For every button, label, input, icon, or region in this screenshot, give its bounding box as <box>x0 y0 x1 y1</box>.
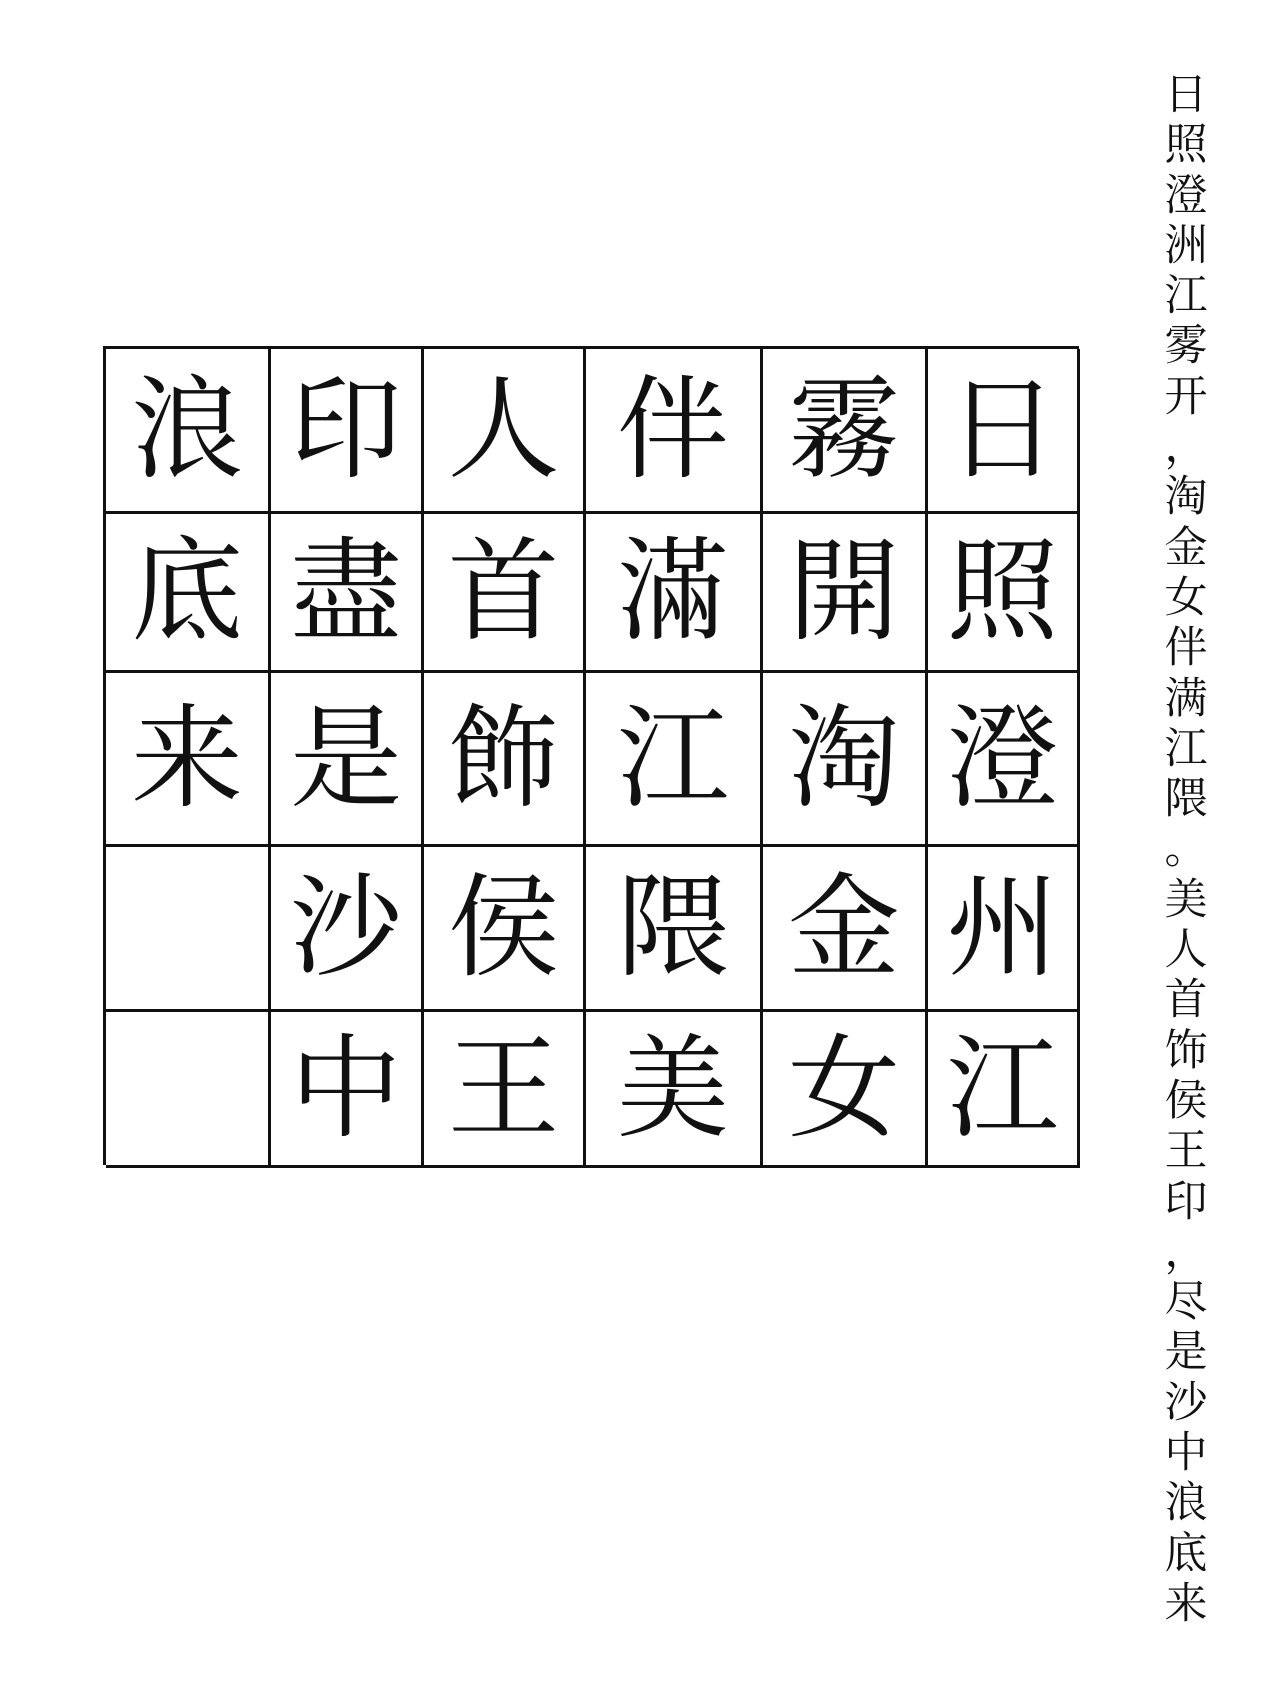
poem-char: 澄 <box>1164 170 1208 221</box>
grid-cell: 霧 <box>763 349 928 514</box>
grid-cell: 王 <box>424 1012 586 1168</box>
poem-vertical-text <box>1160 70 1212 1629</box>
grid-cell: 江 <box>586 673 763 847</box>
poem-char: 雾 <box>1164 321 1208 372</box>
poem-char: 。 <box>1164 824 1208 875</box>
poem-char: 浪 <box>1164 1478 1208 1529</box>
grid-cell: 是 <box>271 673 424 847</box>
grid-cell: 人 <box>424 349 586 514</box>
grid-cell: 江 <box>928 1012 1080 1168</box>
grid-cell: 沙 <box>271 847 424 1012</box>
poem-char: 人 <box>1164 925 1208 976</box>
grid-cell: 澄 <box>928 673 1080 847</box>
poem-char: 沙 <box>1164 1377 1208 1428</box>
grid-cell: 浪 <box>106 349 271 514</box>
poem-char: 侯 <box>1164 1075 1208 1126</box>
grid-cell: 中 <box>271 1012 424 1168</box>
poem-char: 满 <box>1164 673 1208 724</box>
poem-char: 来 <box>1164 1578 1208 1629</box>
poem-char: ， <box>1164 422 1208 473</box>
poem-char: 江 <box>1164 271 1208 322</box>
grid-cell: 女 <box>763 1012 928 1168</box>
grid-cell: 首 <box>424 514 586 673</box>
calligraphy-grid <box>103 346 1079 1165</box>
grid-cell: 来 <box>106 673 271 847</box>
poem-char: 江 <box>1164 723 1208 774</box>
poem-char: 洲 <box>1164 220 1208 271</box>
grid-cell: 開 <box>763 514 928 673</box>
poem-char: 尽 <box>1164 1277 1208 1328</box>
poem-char: 中 <box>1164 1428 1208 1479</box>
poem-char: ， <box>1164 1226 1208 1277</box>
poem-char: 印 <box>1164 1176 1208 1227</box>
poem-char: 底 <box>1164 1528 1208 1579</box>
poem-char: 照 <box>1164 120 1208 171</box>
grid-cell <box>106 847 271 1012</box>
poem-char: 是 <box>1164 1327 1208 1378</box>
grid-cell: 金 <box>763 847 928 1012</box>
poem-char: 金 <box>1164 522 1208 573</box>
grid-cell: 侯 <box>424 847 586 1012</box>
poem-char: 首 <box>1164 975 1208 1026</box>
poem-char: 隈 <box>1164 774 1208 825</box>
grid-cell: 印 <box>271 349 424 514</box>
grid-cell <box>106 1012 271 1168</box>
poem-char: 开 <box>1164 371 1208 422</box>
poem-char: 美 <box>1164 874 1208 925</box>
poem-char: 日 <box>1164 70 1208 120</box>
poem-char: 王 <box>1164 1126 1208 1177</box>
grid-cell: 照 <box>928 514 1080 673</box>
poem-char: 淘 <box>1164 472 1208 523</box>
grid-cell: 底 <box>106 514 271 673</box>
grid-cell: 盡 <box>271 514 424 673</box>
grid-cell: 州 <box>928 847 1080 1012</box>
grid-cell: 隈 <box>586 847 763 1012</box>
grid-cell: 伴 <box>586 349 763 514</box>
grid-cell: 滿 <box>586 514 763 673</box>
grid-cell: 美 <box>586 1012 763 1168</box>
poem-char: 伴 <box>1164 623 1208 674</box>
grid-cell: 淘 <box>763 673 928 847</box>
poem-char: 饰 <box>1164 1025 1208 1076</box>
grid-cell: 日 <box>928 349 1080 514</box>
poem-char: 女 <box>1164 572 1208 623</box>
grid-cell: 飾 <box>424 673 586 847</box>
